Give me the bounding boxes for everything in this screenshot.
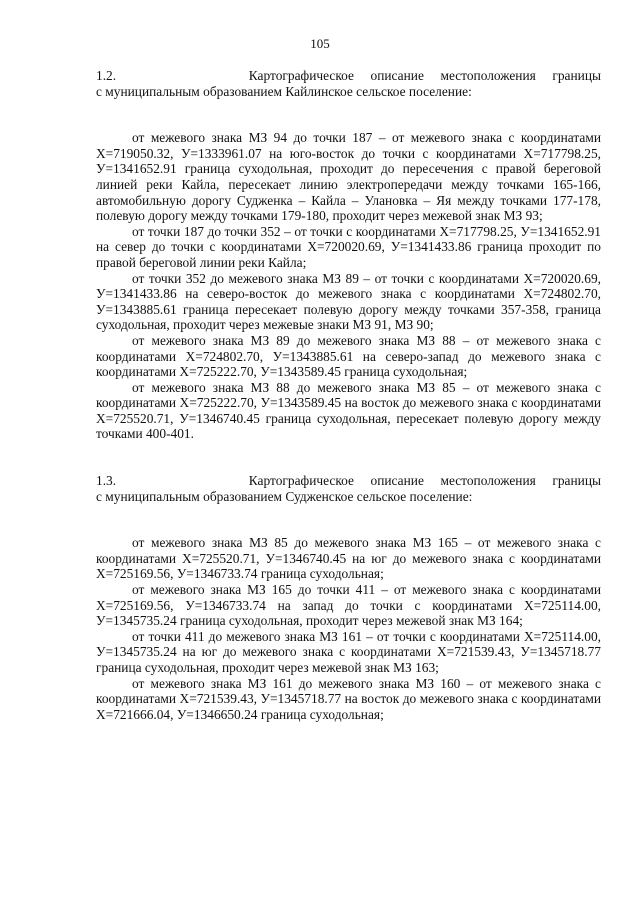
- boundary-paragraph: от межевого знака МЗ 89 до межевого знака МЗ 88 – от межевого знака с координатами Х=724802.70, У=1343885.61 на северо-запад до межевого знака с координатами Х=725222.70, У=1343589.45 граница суходольная;: [96, 332, 601, 380]
- section-1-2: [96, 68, 601, 442]
- document-body: [96, 68, 601, 722]
- section-heading: 1.2. Картографическое описание местоположения границы: [96, 68, 601, 83]
- boundary-paragraph: от точки 352 до межевого знака МЗ 89 – от точки с координатами Х=720020.69, У=1341433.86 на северо-восток до межевого знака с координатами Х=724802.70, У=1343885.61 граница пересекает полевую дорогу между точками 357-358, граница суходольная, проходит через межевые знаки МЗ 91, МЗ 90;: [96, 270, 601, 333]
- boundary-paragraph: от точки 411 до межевого знака МЗ 161 – от точки с координатами Х=725114.00, У=1345735.24 на юг до межевого знака с координатами Х=721539.43, У=1345718.77 граница суходольная, проходит через межевой знак МЗ 163;: [96, 628, 601, 675]
- section-heading-continuation: с муниципальным образованием Кайлинское сельское поселение:: [96, 83, 472, 99]
- page-number: 105: [310, 36, 330, 51]
- boundary-paragraph: от межевого знака МЗ 161 до межевого знака МЗ 160 – от межевого знака с координатами Х=721539.43, У=1345718.77 на восток до межевого знака с координатами Х=721666.04, У=1346650.24 граница суходольная;: [96, 675, 601, 722]
- boundary-paragraph: от межевого знака МЗ 165 до точки 411 – от межевого знака с координатами Х=725169.56, У=1346733.74 на запад до точки с координатами Х=725114.00, У=1345735.24 граница суходольная, проходит через межевой знак МЗ 164;: [96, 582, 601, 629]
- section-heading-continuation: с муниципальным образованием Судженское сельское поселение:: [96, 488, 473, 504]
- boundary-paragraph: от точки 187 до точки 352 – от точки с координатами Х=717798.25, У=1341652.91 на север до точки с координатами Х=720020.69, У=1341433.86 граница проходит по правой береговой линии реки Кайла;: [96, 223, 601, 270]
- boundary-paragraph: от межевого знака МЗ 88 до межевого знака МЗ 85 – от межевого знака с координатами Х=725222.70, У=1343589.45 на восток до межевого знака с координатами Х=725520.71, У=1346740.45 граница суходольная, пересекает полевую дорогу между точками 400-401.: [96, 379, 601, 442]
- boundary-paragraph: от межевого знака МЗ 85 до межевого знака МЗ 165 – от межевого знака с координатами Х=725520.71, У=1346740.45 на юг до межевого знака с координатами Х=725169.56, У=1346733.74 граница суходольная;: [96, 535, 601, 582]
- section-heading: 1.3. Картографическое описание местоположения границы: [96, 473, 601, 489]
- section-1-3: [96, 473, 601, 722]
- boundary-paragraph: от межевого знака МЗ 94 до точки 187 – от межевого знака с координатами Х=719050.32, У=1333961.07 на юго-восток до точки с координатами Х=717798.25, У=1341652.91 граница суходольная, проходит до пересечения с правой береговой линией реки Кайла, пересекает линию электропередачи между точками 165-166, автомобильную дорогу Судженка – Кайла – Улановка – Яя между точками 177-178, полевую дорогу между точками 179-180, проходит через межевой знак МЗ 93;: [96, 130, 601, 224]
